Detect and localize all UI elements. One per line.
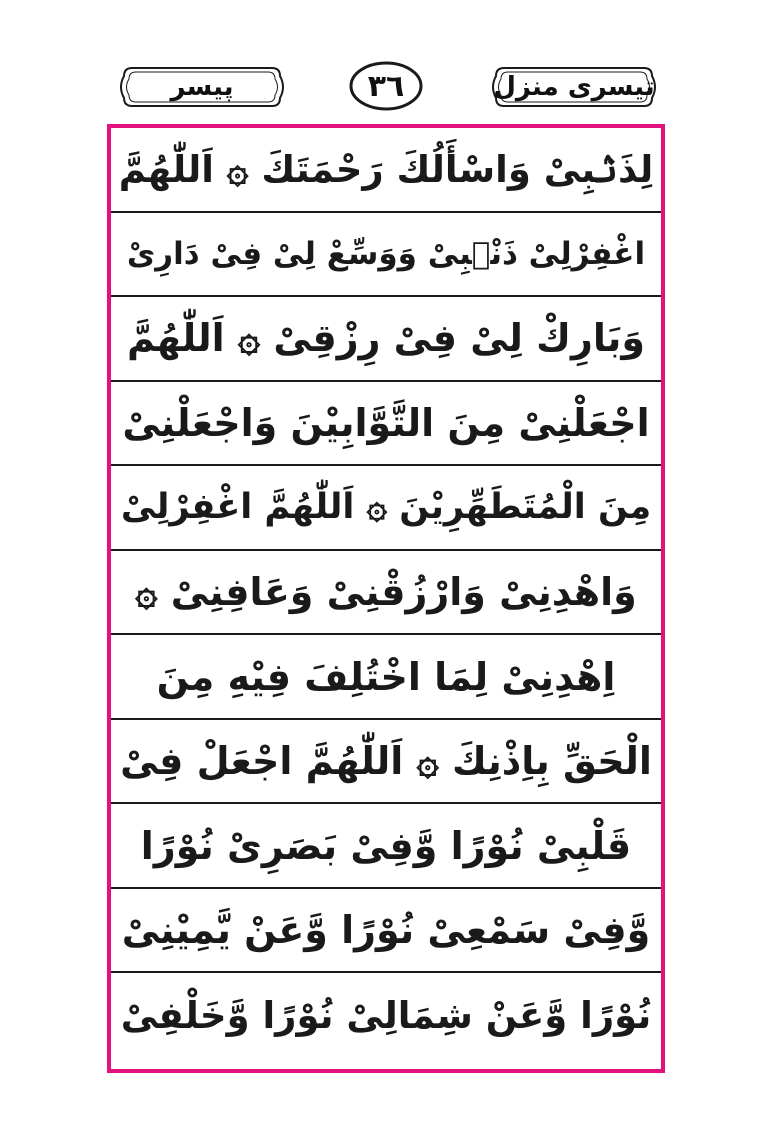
text-line-content: مِنَ الْمُتَطَهِّرِيْنَ ۞ اَللّٰهُمَّ اغْفِرْلِىْ [120, 487, 652, 528]
text-line-content: وَّفِىْ سَمْعِىْ نُوْرًا وَّعَنْ يَّمِيْنِىْ [121, 908, 651, 953]
text-line-content: الْحَقِّ بِاِذْنِكَ ۞ اَللّٰهُمَّ اجْعَلْ فِىْ [120, 739, 652, 784]
text-line-content: وَاهْدِنِىْ وَارْزُقْنِىْ وَعَافِنِىْ ۞ [135, 570, 637, 614]
text-line [111, 804, 661, 889]
left-header-cartouche [118, 62, 286, 112]
right-header-title: تیسری منزل [493, 72, 655, 102]
text-frame [107, 124, 665, 1073]
text-line [111, 466, 661, 551]
right-header-cartouche [490, 62, 658, 112]
text-line [111, 213, 661, 298]
text-line [111, 635, 661, 720]
left-header-title: پیسر [170, 72, 234, 102]
text-line-content: قَلْبِىْ نُوْرًا وَّفِىْ بَصَرِىْ نُوْرًا [140, 823, 632, 868]
text-line-content: نُوْرًا وَّعَنْ شِمَالِىْ نُوْرًا وَّخَلْفِىْ [120, 994, 652, 1038]
text-line-content: اجْعَلْنِىْ مِنَ التَّوَّابِيْنَ وَاجْعَلْنِىْ [122, 400, 650, 445]
text-line [111, 297, 661, 382]
page-number-box [348, 60, 424, 112]
text-line-content: اِهْدِنِىْ لِمَا اخْتُلِفَ فِيْهِ مِنَ [156, 654, 616, 699]
text-line [111, 973, 661, 1058]
page-header [0, 58, 772, 128]
page-number: ٣٦ [367, 68, 405, 104]
text-line-content: لِذَنۢبِىْ وَاسْأَلُكَ رَحْمَتَكَ ۞ اَللّٰهُمَّ [118, 147, 654, 191]
text-line [111, 382, 661, 467]
text-line [111, 551, 661, 636]
text-line [111, 720, 661, 805]
text-line-content: وَبَارِكْ لِىْ فِىْ رِزْقِىْ ۞ اَللّٰهُمَّ [126, 316, 646, 361]
text-line [111, 128, 661, 213]
text-line-content: اغْفِرْلِىْ ذَنْۢبِىْ وَوَسِّعْ لِىْ فِىْ دَارِىْ [126, 235, 646, 272]
text-line [111, 889, 661, 974]
